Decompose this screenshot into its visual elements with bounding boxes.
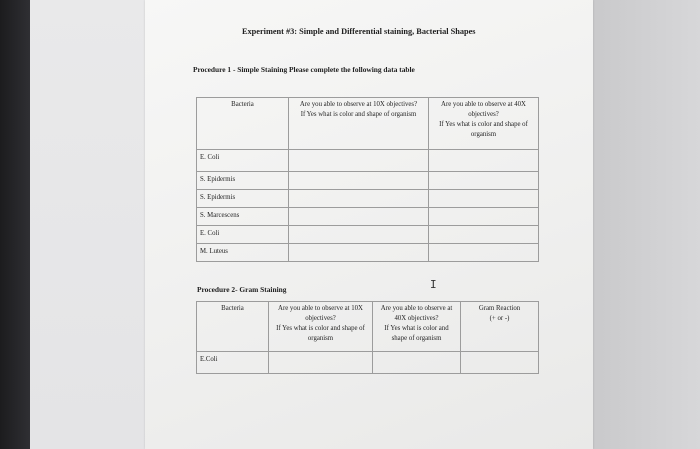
bacteria-name: E. Coli: [200, 230, 220, 237]
answer-10x-cell[interactable]: [289, 244, 429, 262]
gram-staining-table: [196, 301, 539, 374]
text-cursor-icon: I: [430, 278, 437, 291]
header-bacteria-label: Bacteria: [231, 101, 254, 108]
header-40x: [373, 302, 461, 352]
answer-10x-cell[interactable]: [289, 172, 429, 190]
procedure-1-heading: Procedure 1 - Simple Staining Please complete the following data table: [193, 65, 415, 74]
answer-40x-cell[interactable]: [429, 244, 539, 262]
header-10x: [269, 302, 373, 352]
procedure-2-heading: Procedure 2- Gram Staining: [197, 285, 287, 294]
answer-10x-cell[interactable]: [269, 352, 373, 374]
answer-10x-cell[interactable]: [289, 190, 429, 208]
header-gram-reaction-label: Gram Reaction (+ or -): [478, 305, 521, 322]
table-row-cell: [197, 172, 289, 190]
document-title: Experiment #3: Simple and Differential staining, Bacterial Shapes: [242, 27, 476, 36]
table-row-cell: [197, 352, 269, 374]
header-40x: [429, 98, 539, 150]
answer-40x-cell[interactable]: [429, 226, 539, 244]
bacteria-name: S. Epidermis: [200, 194, 236, 201]
answer-40x-cell[interactable]: [429, 190, 539, 208]
backdrop-left: [0, 0, 30, 449]
table-row-cell: [197, 226, 289, 244]
answer-40x-cell[interactable]: [429, 172, 539, 190]
table-row-cell: [197, 244, 289, 262]
table-row-cell: [197, 208, 289, 226]
answer-10x-cell[interactable]: [289, 208, 429, 226]
bacteria-name: S. Marcescens: [200, 212, 240, 219]
header-10x-label: Are you able to observe at 10X objectives? If Yes what is color and shape of organism: [276, 305, 365, 342]
bacteria-name: M. Luteus: [200, 248, 228, 255]
simple-staining-table: [196, 97, 539, 262]
header-10x-label: Are you able to observe at 10X objectives? If Yes what is color and shape of organism: [299, 101, 418, 118]
table-row-cell: [197, 150, 289, 172]
header-40x-label: Are you able to observe at 40X objectives? If Yes what is color and shape of organism: [380, 305, 453, 342]
answer-40x-cell[interactable]: [373, 352, 461, 374]
bacteria-name: E.Coli: [200, 356, 218, 363]
header-40x-label: Are you able to observe at 40X objectives? If Yes what is color and shape of organism: [439, 101, 528, 138]
table-row-cell: [197, 190, 289, 208]
bacteria-name: E. Coli: [200, 154, 220, 161]
backdrop-right: [592, 0, 700, 449]
answer-10x-cell[interactable]: [289, 226, 429, 244]
header-bacteria-label: Bacteria: [221, 305, 244, 312]
answer-40x-cell[interactable]: [429, 208, 539, 226]
header-gram-reaction: [461, 302, 539, 352]
gram-reaction-cell[interactable]: [461, 352, 539, 374]
answer-10x-cell[interactable]: [289, 150, 429, 172]
header-10x: [289, 98, 429, 150]
header-bacteria: [197, 98, 289, 150]
header-bacteria: [197, 302, 269, 352]
bacteria-name: S. Epidermis: [200, 176, 236, 183]
answer-40x-cell[interactable]: [429, 150, 539, 172]
